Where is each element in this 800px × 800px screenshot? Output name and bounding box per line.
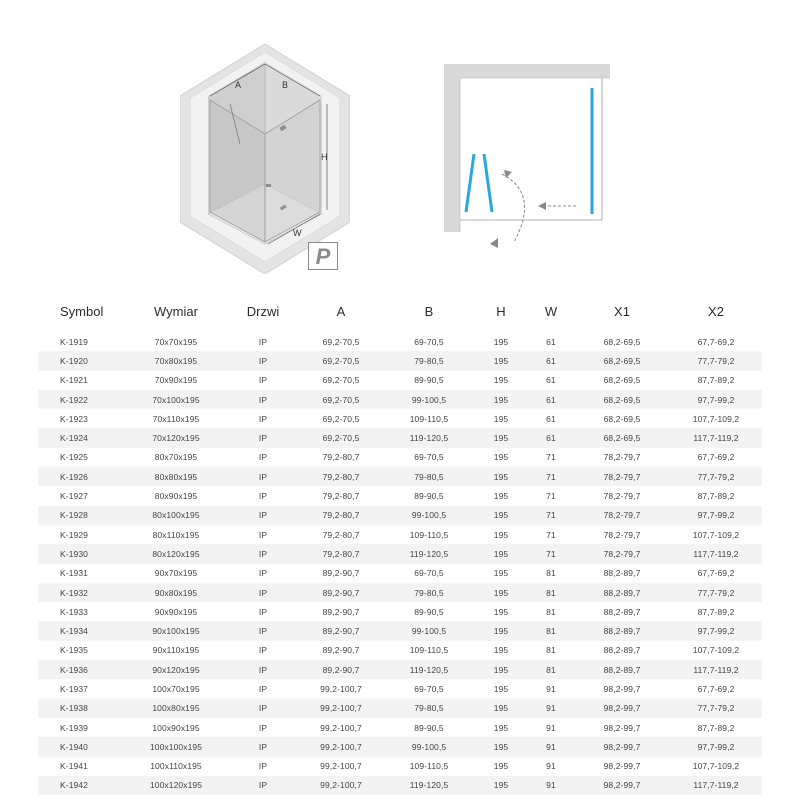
table-cell: 70x80x195 [124,351,228,370]
door-type-badge-letter: P [315,244,331,269]
table-cell: 195 [474,351,528,370]
dim-label-w: W [293,228,302,238]
table-cell: 91 [528,718,574,737]
table-cell: 98,2-99,7 [574,679,670,698]
table-cell: IP [228,371,298,390]
table-cell: 88,2-89,7 [574,621,670,640]
table-cell: 195 [474,390,528,409]
column-header-drzwi: Drzwi [246,303,280,319]
table-cell: 99,2-100,7 [298,679,384,698]
table-cell: 87,7-89,2 [670,718,762,737]
table-row [38,737,762,756]
table-row [38,718,762,737]
dim-label-a: A [235,80,242,90]
table-row [38,776,762,795]
column-header-b: B [424,303,434,319]
dim-label-h: H [321,152,328,162]
table-cell: IP [228,583,298,602]
table-cell: 79-80,5 [384,467,474,486]
column-header-x2: X2 [708,303,724,319]
table-cell: 98,2-99,7 [574,776,670,795]
table-cell: 61 [528,390,574,409]
table-row [38,660,762,679]
table-cell: 89,2-90,7 [298,583,384,602]
table-cell: 77,7-79,2 [670,351,762,370]
table-cell: 89,2-90,7 [298,641,384,660]
table-cell: 195 [474,409,528,428]
isometric-enclosure-drawing [180,44,350,274]
table-cell: 69,2-70,5 [298,371,384,390]
column-header-h: H [496,303,506,319]
table-cell: 107,7-109,2 [670,757,762,776]
table-cell: 195 [474,486,528,505]
table-cell: 68,2-69,5 [574,390,670,409]
table-cell: 91 [528,699,574,718]
table-cell: 61 [528,409,574,428]
table-row [38,467,762,486]
door-type-badge [308,242,338,270]
table-cell: 87,7-89,2 [670,602,762,621]
column-header-wymiar: Wymiar [154,303,198,319]
table-cell: 71 [528,506,574,525]
table-cell: 69,2-70,5 [298,390,384,409]
table-cell: IP [228,544,298,563]
table-cell: IP [228,757,298,776]
table-row [38,564,762,583]
table-cell: K-1923 [38,409,124,428]
table-cell: 78,2-79,7 [574,467,670,486]
table-cell: 195 [474,776,528,795]
table-cell: 89-90,5 [384,371,474,390]
table-cell: 81 [528,564,574,583]
table-cell: 195 [474,699,528,718]
table-cell: 90x120x195 [124,660,228,679]
table-cell: IP [228,621,298,640]
table-cell: 89,2-90,7 [298,621,384,640]
table-cell: 68,2-69,5 [574,332,670,351]
table-cell: IP [228,525,298,544]
table-cell: 195 [474,564,528,583]
table-cell: 195 [474,544,528,563]
table-cell: 195 [474,641,528,660]
table-cell: 69-70,5 [384,564,474,583]
table-cell: 78,2-79,7 [574,486,670,505]
table-cell: 195 [474,679,528,698]
table-cell: 90x90x195 [124,602,228,621]
table-cell: 88,2-89,7 [574,583,670,602]
table-cell: 89,2-90,7 [298,660,384,679]
table-cell: 117,7-119,2 [670,428,762,447]
table-cell: K-1936 [38,660,124,679]
table-cell: 195 [474,467,528,486]
table-cell: 90x70x195 [124,564,228,583]
table-cell: 100x100x195 [124,737,228,756]
table-row [38,602,762,621]
table-cell: 80x120x195 [124,544,228,563]
table-cell: 195 [474,583,528,602]
table-cell: 107,7-109,2 [670,525,762,544]
table-cell: 70x70x195 [124,332,228,351]
table-cell: 68,2-69,5 [574,371,670,390]
table-row [38,621,762,640]
wall-top [444,64,610,78]
table-cell: IP [228,679,298,698]
table-cell: IP [228,351,298,370]
table-row [38,486,762,505]
table-cell: 100x90x195 [124,718,228,737]
table-cell: K-1937 [38,679,124,698]
table-cell: 195 [474,448,528,467]
table-cell: 97,7-99,2 [670,390,762,409]
table-cell: 195 [474,737,528,756]
table-row [38,371,762,390]
table-cell: 195 [474,371,528,390]
table-cell: K-1938 [38,699,124,718]
table-cell: 97,7-99,2 [670,737,762,756]
table-row [38,544,762,563]
table-cell: IP [228,641,298,660]
table-cell: 90x110x195 [124,641,228,660]
table-cell: K-1935 [38,641,124,660]
table-cell: 99,2-100,7 [298,699,384,718]
table-row [38,757,762,776]
table-cell: 68,2-69,5 [574,428,670,447]
table-cell: 78,2-79,7 [574,544,670,563]
table-row [38,390,762,409]
table-cell: 117,7-119,2 [670,776,762,795]
table-cell: 78,2-79,7 [574,525,670,544]
table-cell: 61 [528,428,574,447]
table-cell: 67,7-69,2 [670,564,762,583]
table-row [38,679,762,698]
table-cell: 71 [528,544,574,563]
table-cell: 99-100,5 [384,621,474,640]
table-cell: 81 [528,621,574,640]
table-cell: K-1922 [38,390,124,409]
table-cell: 97,7-99,2 [670,506,762,525]
table-cell: 87,7-89,2 [670,371,762,390]
table-cell: 109-110,5 [384,757,474,776]
table-cell: 88,2-89,7 [574,564,670,583]
table-cell: 67,7-69,2 [670,448,762,467]
table-cell: 79-80,5 [384,699,474,718]
table-cell: 99-100,5 [384,390,474,409]
table-cell: 91 [528,737,574,756]
table-cell: 80x70x195 [124,448,228,467]
table-cell: K-1921 [38,371,124,390]
table-cell: 88,2-89,7 [574,641,670,660]
table-cell: K-1939 [38,718,124,737]
table-cell: 100x70x195 [124,679,228,698]
table-cell: 119-120,5 [384,660,474,679]
table-cell: 78,2-79,7 [574,448,670,467]
table-cell: 67,7-69,2 [670,679,762,698]
table-cell: K-1925 [38,448,124,467]
table-cell: 99-100,5 [384,737,474,756]
slide-arrow-icon [538,202,546,210]
table-cell: K-1933 [38,602,124,621]
table-cell: 79-80,5 [384,351,474,370]
table-cell: 100x120x195 [124,776,228,795]
table-cell: 68,2-69,5 [574,409,670,428]
table-row [38,506,762,525]
table-cell: IP [228,564,298,583]
table-cell: K-1920 [38,351,124,370]
table-cell: 98,2-99,7 [574,737,670,756]
column-header-w: W [544,303,558,319]
table-cell: K-1940 [38,737,124,756]
table-cell: 70x100x195 [124,390,228,409]
table-cell: 79,2-80,7 [298,448,384,467]
table-cell: 81 [528,660,574,679]
table-cell: 61 [528,351,574,370]
table-cell: 195 [474,718,528,737]
table-row [38,583,762,602]
table-cell: 195 [474,757,528,776]
table-row [38,448,762,467]
table-cell: 195 [474,660,528,679]
table-cell: 67,7-69,2 [670,332,762,351]
column-header-x1: X1 [614,303,630,319]
table-cell: 91 [528,679,574,698]
table-cell: 69,2-70,5 [298,409,384,428]
table-cell: IP [228,448,298,467]
table-cell: 89-90,5 [384,486,474,505]
table-cell: 107,7-109,2 [670,641,762,660]
table-row [38,409,762,428]
table-cell: 98,2-99,7 [574,757,670,776]
table-cell: 99,2-100,7 [298,737,384,756]
table-cell: 69-70,5 [384,679,474,698]
table-cell: 119-120,5 [384,428,474,447]
table-cell: 61 [528,332,574,351]
table-cell: 69-70,5 [384,332,474,351]
table-cell: 79-80,5 [384,583,474,602]
table-cell: 119-120,5 [384,776,474,795]
table-cell: 78,2-79,7 [574,506,670,525]
table-cell: K-1934 [38,621,124,640]
table-cell: K-1941 [38,757,124,776]
table-cell: 88,2-89,7 [574,602,670,621]
table-cell: K-1919 [38,332,124,351]
table-cell: IP [228,602,298,621]
dim-label-b: B [282,80,289,90]
table-cell: K-1931 [38,564,124,583]
table-row [38,699,762,718]
table-cell: 79,2-80,7 [298,525,384,544]
table-cell: 195 [474,621,528,640]
table-cell: 69,2-70,5 [298,332,384,351]
table-cell: 195 [474,602,528,621]
table-cell: 71 [528,486,574,505]
table-cell: 68,2-69,5 [574,351,670,370]
table-cell: 99-100,5 [384,506,474,525]
table-row [38,332,762,351]
table-cell: 70x120x195 [124,428,228,447]
table-cell: 69,2-70,5 [298,428,384,447]
table-cell: 81 [528,641,574,660]
table-cell: 77,7-79,2 [670,583,762,602]
table-cell: K-1924 [38,428,124,447]
table-cell: 69,2-70,5 [298,351,384,370]
table-cell: 90x100x195 [124,621,228,640]
table-cell: 109-110,5 [384,641,474,660]
table-cell: 91 [528,776,574,795]
table-cell: 81 [528,602,574,621]
door-leaf-2 [484,154,492,212]
table-cell: 89-90,5 [384,718,474,737]
table-cell: K-1929 [38,525,124,544]
table-cell: 69-70,5 [384,448,474,467]
table-cell: 79,2-80,7 [298,467,384,486]
table-cell: 99,2-100,7 [298,776,384,795]
table-cell: 71 [528,525,574,544]
column-header-a: A [336,303,346,319]
table-cell: IP [228,699,298,718]
table-cell: IP [228,332,298,351]
table-cell: 79,2-80,7 [298,506,384,525]
table-row [38,641,762,660]
table-cell: 71 [528,467,574,486]
table-cell: IP [228,467,298,486]
table-cell: 71 [528,448,574,467]
table-cell: 117,7-119,2 [670,660,762,679]
table-body [38,322,762,795]
table-row [38,428,762,447]
table-cell: 91 [528,757,574,776]
specification-table [38,300,762,795]
table-cell: 80x80x195 [124,467,228,486]
table-cell: 195 [474,332,528,351]
table-spacer [38,322,762,332]
table-cell: 97,7-99,2 [670,621,762,640]
table-cell: IP [228,486,298,505]
table-cell: IP [228,776,298,795]
table-cell: 109-110,5 [384,525,474,544]
table-cell: 79,2-80,7 [298,544,384,563]
table-cell: 99,2-100,7 [298,757,384,776]
table-cell: 99,2-100,7 [298,718,384,737]
column-header-symbol: Symbol [60,303,104,319]
table-cell: 90x80x195 [124,583,228,602]
table-cell: 87,7-89,2 [670,486,762,505]
table-cell: K-1927 [38,486,124,505]
table-cell: 195 [474,525,528,544]
table-cell: 79,2-80,7 [298,486,384,505]
table-cell: K-1942 [38,776,124,795]
table-cell: 107,7-109,2 [670,409,762,428]
table-cell: 89-90,5 [384,602,474,621]
table-cell: 98,2-99,7 [574,718,670,737]
table-cell: 100x80x195 [124,699,228,718]
table-cell: 88,2-89,7 [574,660,670,679]
table-cell: 77,7-79,2 [670,699,762,718]
table-cell: 70x90x195 [124,371,228,390]
plan-view-diagram [444,64,614,254]
table-cell: 195 [474,506,528,525]
table-cell: 117,7-119,2 [670,544,762,563]
table-cell: IP [228,506,298,525]
table-cell: 81 [528,583,574,602]
table-cell: 80x100x195 [124,506,228,525]
table-cell: 70x110x195 [124,409,228,428]
table-cell: K-1930 [38,544,124,563]
table-cell: 89,2-90,7 [298,602,384,621]
table-cell: 119-120,5 [384,544,474,563]
table-cell: 61 [528,371,574,390]
table-cell: IP [228,390,298,409]
table-row [38,351,762,370]
swing-arc [502,174,525,242]
table-cell: K-1932 [38,583,124,602]
table-cell: 98,2-99,7 [574,699,670,718]
table-cell: IP [228,660,298,679]
table-cell: IP [228,428,298,447]
table-cell: K-1926 [38,467,124,486]
table-cell: 77,7-79,2 [670,467,762,486]
wall-left [444,64,460,232]
table-cell: 109-110,5 [384,409,474,428]
table-cell: 100x110x195 [124,757,228,776]
table-cell: 80x90x195 [124,486,228,505]
table-cell: IP [228,409,298,428]
table-cell: IP [228,737,298,756]
door-leaf-1 [466,154,474,212]
table-header-row [38,300,762,322]
table-cell: IP [228,718,298,737]
table-cell: 80x110x195 [124,525,228,544]
table-cell: K-1928 [38,506,124,525]
table-cell: 195 [474,428,528,447]
table-row [38,525,762,544]
table-cell: 89,2-90,7 [298,564,384,583]
